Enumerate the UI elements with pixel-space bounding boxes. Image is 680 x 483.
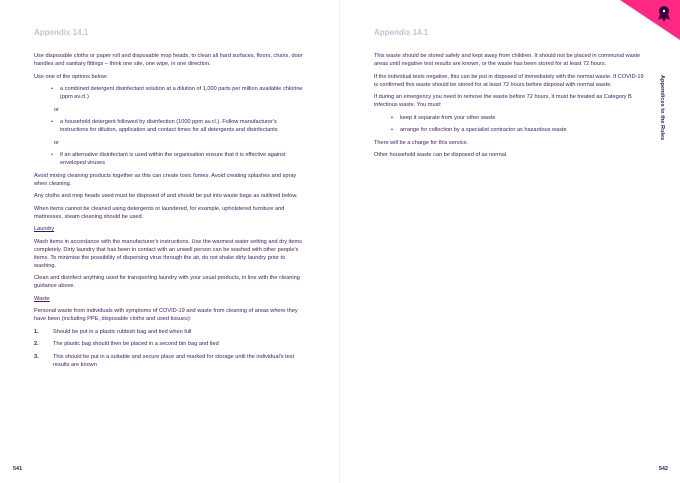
household-paragraph: Other household waste can be disposed of as normal. bbox=[374, 152, 508, 158]
waste-paragraph: Personal waste from individuals with symptoms of COVID-19 and waste from cleaning of areas where they have been (including PPE, disposable cloths and used tissues): bbox=[34, 308, 298, 322]
options-list-1 bbox=[34, 85, 306, 101]
waste-heading: Waste bbox=[34, 295, 50, 302]
option-item: • a household detergent followed by disinfection (1000 ppm av.cl.). Follow manufacturer's instructions for dilution, application and contact times for all detergents and disinfectants bbox=[34, 118, 306, 134]
list-item bbox=[34, 328, 306, 336]
emergency-list bbox=[374, 114, 648, 135]
step-text: The plastic bag should then be placed in a second bin bag and tied bbox=[53, 341, 219, 347]
intro-paragraph: Use disposable cloths or paper roll and disposable mop heads, to clean all hard surfaces, floors, chairs, door handles and sanitary fittings – think one site, one wipe, in one direction. bbox=[34, 53, 303, 67]
page-number: 541 bbox=[13, 466, 23, 472]
list-item bbox=[34, 340, 306, 348]
step-number: 3. bbox=[34, 353, 39, 360]
corner-triangle bbox=[620, 0, 680, 40]
right-body bbox=[374, 52, 648, 164]
options-list-3 bbox=[34, 151, 306, 167]
cloths-paragraph: Any cloths and mop heads used must be disposed of and should be put into waste bags as outlined below. bbox=[34, 193, 298, 199]
page-heading: Appendix 14.1 bbox=[34, 28, 89, 37]
option-item: • a combined detergent disinfectant solution at a dilution of 1,000 parts per million available chlorine (ppm av.cl.) bbox=[34, 85, 306, 101]
option-item: • if an alternative disinfectant is used within the organisation ensure that it is effective against enveloped viruses bbox=[34, 151, 306, 167]
side-tab-label: Appendices to the Rules bbox=[659, 75, 665, 141]
list-item: • arrange for collection by a specialist contractor as hazardous waste bbox=[374, 126, 648, 134]
waste-steps-list bbox=[34, 328, 306, 369]
page-heading: Appendix 14.1 bbox=[374, 28, 429, 37]
negative-test-paragraph: If the individual tests negative, this can be put in disposed of immediately with the normal waste. If COVID-19 is confirmed this waste should be stored for at least 72 hours before disposal with normal waste. bbox=[374, 73, 644, 88]
left-body bbox=[34, 52, 306, 373]
list-item: • keep it separate from your other waste bbox=[374, 114, 648, 122]
laundry-paragraph: Clean and disinfect anything used for transporting laundry with your usual products, in line with the cleaning guidance above. bbox=[34, 275, 300, 289]
right-page bbox=[340, 0, 680, 483]
step-text: This should be put in a suitable and secure place and marked for storage until the individual's test results are known bbox=[53, 353, 295, 368]
list-item bbox=[34, 353, 306, 369]
page-number: 542 bbox=[658, 466, 668, 472]
or-separator: or bbox=[54, 139, 59, 146]
step-number: 1. bbox=[34, 328, 39, 335]
emergency-paragraph: If during an emergency you need to remove the waste before 72 hours, it must be treated as Category B infectious waste. You must: bbox=[374, 94, 632, 108]
mixing-paragraph: Avoid mixing cleaning products together as this can create toxic fumes. Avoid creating splashes and spray when cleaning. bbox=[34, 172, 297, 187]
laundry-paragraph: Wash items in accordance with the manufacturer's instructions. Use the warmest water setting and dry items completely. Dirty laundry that has been in contact with an unwell person can be washed with other people's items. To minimise the possibility of dispersing virus through the air, do not shake dirty laundry prior to washing. bbox=[34, 238, 302, 269]
options-intro: Use one of the options below: bbox=[34, 73, 108, 80]
corner-banner bbox=[620, 0, 680, 40]
step-number: 2. bbox=[34, 341, 39, 347]
items-paragraph: When items cannot be cleaned using detergents or laundered, for example, upholstered furniture and mattresses, steam cleaning should be used. bbox=[34, 205, 285, 220]
options-list-2 bbox=[34, 118, 306, 134]
storage-paragraph: This waste should be stored safely and kept away from children. It should not be placed in communal waste areas until negative test results are known, or the waste has been stored for at least 72 hours. bbox=[374, 53, 641, 67]
laundry-heading: Laundry bbox=[34, 226, 55, 232]
step-text: Should be put in a plastic rubbish bag and tied when full bbox=[53, 328, 192, 335]
charge-paragraph: There will be a charge for this service. bbox=[374, 139, 469, 146]
or-separator: or bbox=[54, 106, 59, 113]
